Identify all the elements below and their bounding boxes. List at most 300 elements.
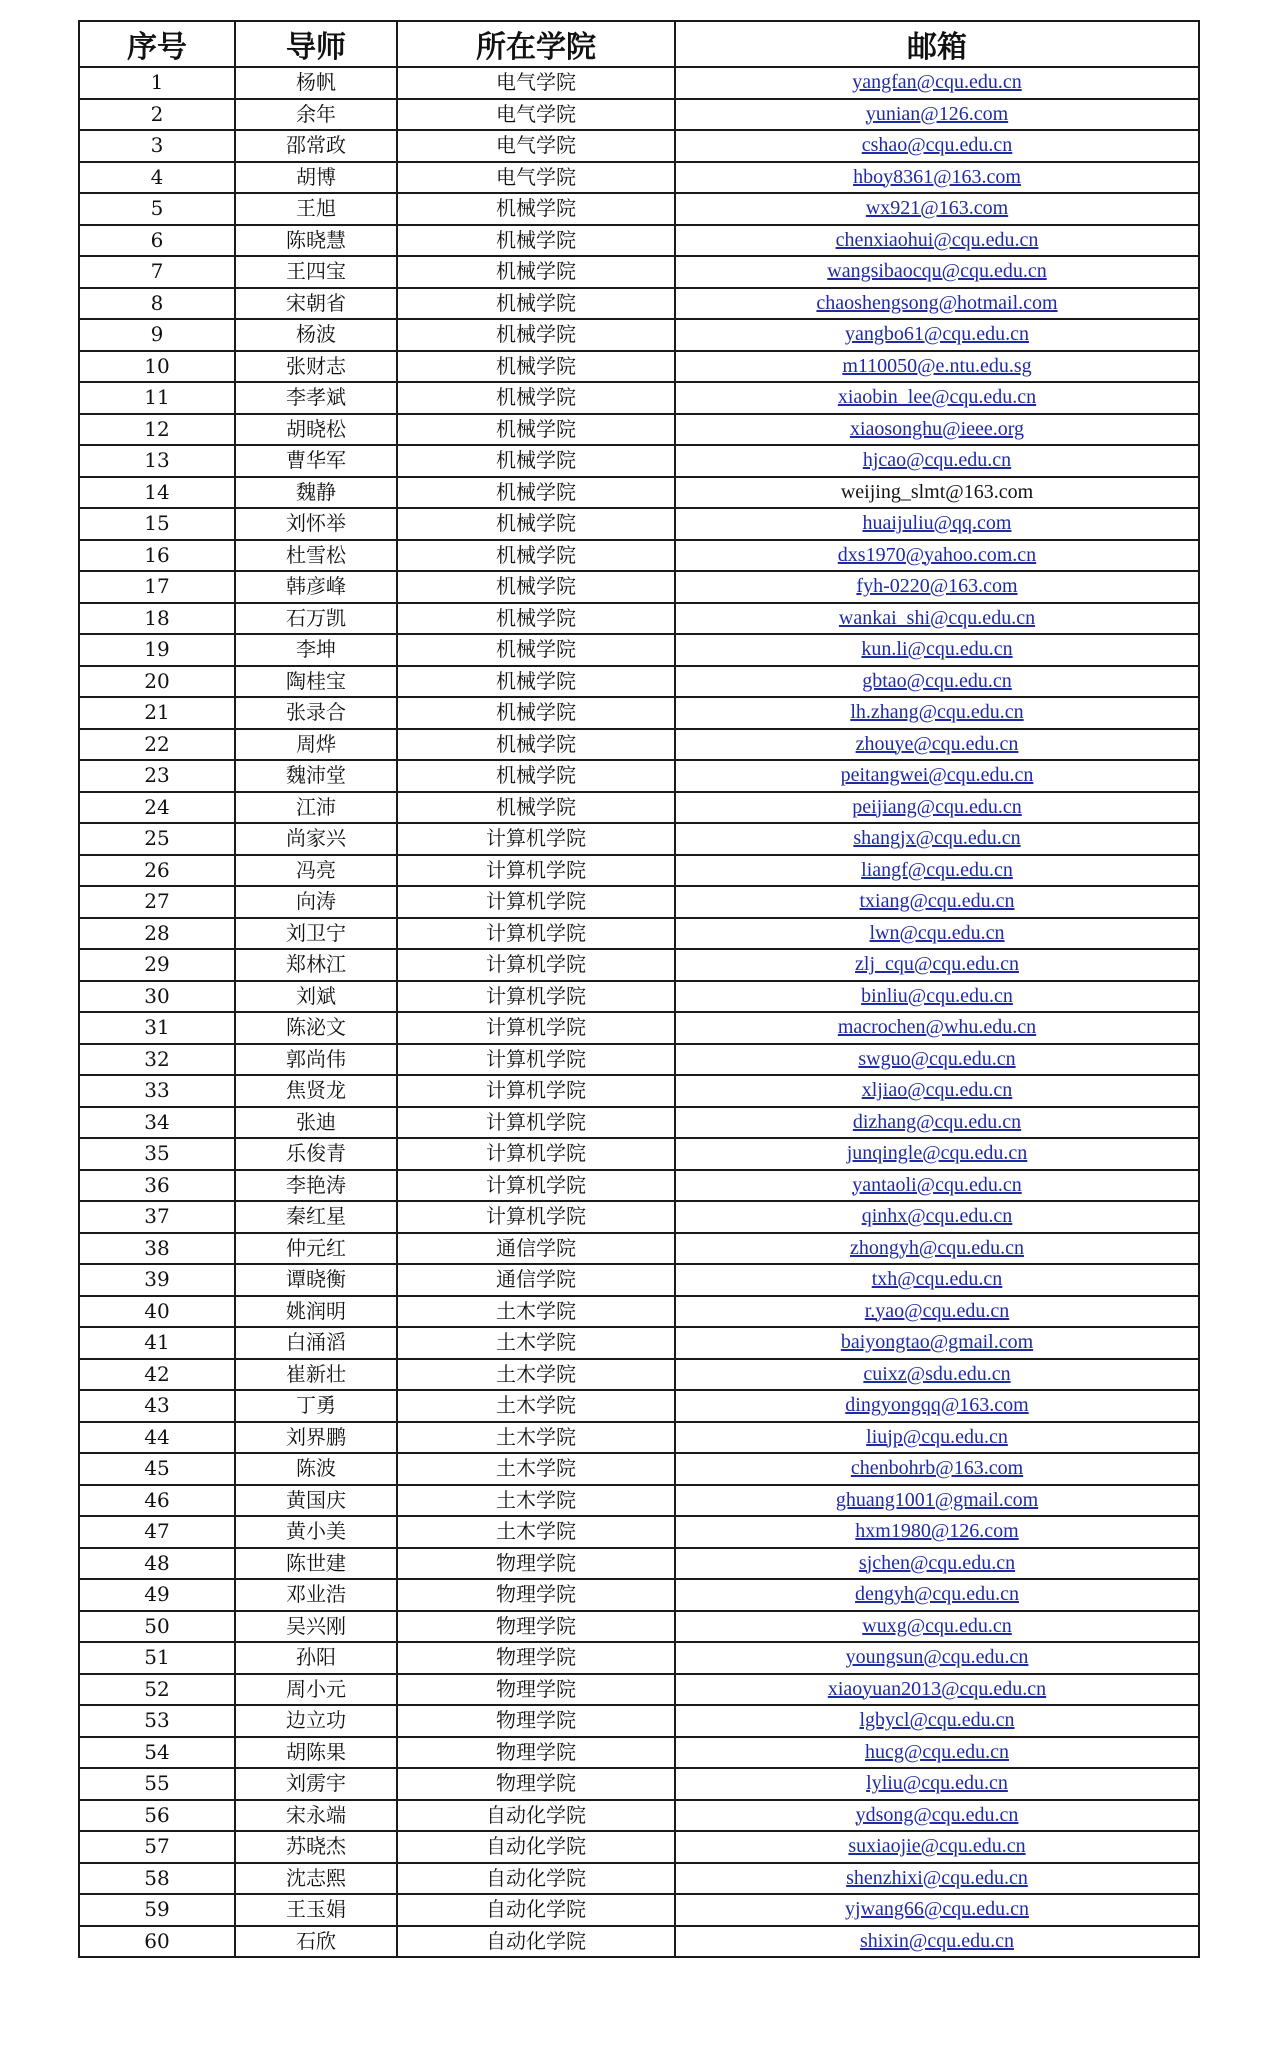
- mentor-name: 陈世建: [235, 1548, 397, 1580]
- mentor-name: 苏晓杰: [235, 1831, 397, 1863]
- row-index: 4: [79, 162, 235, 194]
- email-link[interactable]: wangsibaocqu@cqu.edu.cn: [827, 260, 1047, 282]
- email-link[interactable]: shenzhixi@cqu.edu.cn: [846, 1866, 1028, 1889]
- college-name: 计算机学院: [397, 1107, 675, 1139]
- table-row: [79, 1327, 1199, 1359]
- email-link[interactable]: lh.zhang@cqu.edu.cn: [850, 701, 1024, 723]
- row-index: 13: [79, 445, 235, 477]
- college-name: 计算机学院: [397, 1138, 675, 1170]
- table-row: [79, 1831, 1199, 1863]
- mentor-name: 张录合: [235, 697, 397, 729]
- header-row: [79, 21, 1199, 67]
- email-cell: [675, 1705, 1199, 1737]
- college-name: 电气学院: [397, 67, 675, 99]
- email-link[interactable]: dengyh@cqu.edu.cn: [855, 1583, 1019, 1605]
- mentor-name: 周烨: [235, 729, 397, 761]
- email-cell: [675, 193, 1199, 225]
- email-link[interactable]: yantaoli@cqu.edu.cn: [852, 1173, 1022, 1196]
- college-name: 机械学院: [397, 256, 675, 288]
- table-row: [79, 1359, 1199, 1391]
- email-link[interactable]: liangf@cqu.edu.cn: [861, 858, 1013, 881]
- college-name: 计算机学院: [397, 823, 675, 855]
- row-index: 59: [79, 1894, 235, 1926]
- row-index: 1: [79, 67, 235, 99]
- email-cell: [675, 1107, 1199, 1139]
- mentor-name: 尚家兴: [235, 823, 397, 855]
- mentor-name: 刘雳宇: [235, 1768, 397, 1800]
- email-link[interactable]: xljiao@cqu.edu.cn: [861, 1079, 1013, 1101]
- email-link[interactable]: cshao@cqu.edu.cn: [861, 134, 1013, 156]
- email-cell: [675, 1516, 1199, 1548]
- email-link[interactable]: zhongyh@cqu.edu.cn: [850, 1236, 1024, 1259]
- table-row: [79, 571, 1199, 603]
- header-email: 邮箱: [675, 21, 1199, 67]
- table-row: [79, 1201, 1199, 1233]
- email-link[interactable]: wankai_shi@cqu.edu.cn: [838, 606, 1036, 629]
- college-name: 电气学院: [397, 99, 675, 131]
- email-link[interactable]: ydsong@cqu.edu.cn: [855, 1803, 1019, 1826]
- email-cell: [675, 1674, 1199, 1706]
- row-index: 53: [79, 1705, 235, 1737]
- email-link[interactable]: ghuang1001@gmail.com: [835, 1488, 1039, 1511]
- email-link[interactable]: lgbycl@cqu.edu.cn: [859, 1709, 1015, 1731]
- email-link[interactable]: hjcao@cqu.edu.cn: [862, 449, 1012, 471]
- email-link[interactable]: shixin@cqu.edu.cn: [860, 1929, 1014, 1952]
- email-cell: [675, 1138, 1199, 1170]
- table-row: [79, 729, 1199, 761]
- row-index: 17: [79, 571, 235, 603]
- row-index: 60: [79, 1926, 235, 1958]
- email-cell: [675, 949, 1199, 981]
- table-row: [79, 1516, 1199, 1548]
- email-cell: [675, 1170, 1199, 1202]
- email-link[interactable]: chenbohrb@163.com: [850, 1457, 1024, 1479]
- table-header: [79, 21, 1199, 67]
- mentor-name: 沈志熙: [235, 1863, 397, 1895]
- row-index: 45: [79, 1453, 235, 1485]
- row-index: 6: [79, 225, 235, 257]
- row-index: 37: [79, 1201, 235, 1233]
- email-link[interactable]: qinhx@cqu.edu.cn: [861, 1205, 1013, 1227]
- mentor-name: 丁勇: [235, 1390, 397, 1422]
- email-cell: [675, 225, 1199, 257]
- email-cell: [675, 1044, 1199, 1076]
- email-cell: [675, 1422, 1199, 1454]
- row-index: 55: [79, 1768, 235, 1800]
- mentor-name: 杨波: [235, 319, 397, 351]
- college-name: 机械学院: [397, 760, 675, 792]
- row-index: 49: [79, 1579, 235, 1611]
- table-row: [79, 1233, 1199, 1265]
- table-row: [79, 1894, 1199, 1926]
- email-link[interactable]: macrochen@whu.edu.cn: [837, 1016, 1037, 1038]
- college-name: 土木学院: [397, 1390, 675, 1422]
- mentor-name: 吴兴刚: [235, 1611, 397, 1643]
- email-cell: [675, 351, 1199, 383]
- row-index: 15: [79, 508, 235, 540]
- college-name: 土木学院: [397, 1485, 675, 1517]
- email-cell: [675, 1296, 1199, 1328]
- mentor-name: 崔新壮: [235, 1359, 397, 1391]
- row-index: 32: [79, 1044, 235, 1076]
- email-link[interactable]: xiaosonghu@ieee.org: [849, 417, 1025, 440]
- email-cell: [675, 1359, 1199, 1391]
- table-row: [79, 225, 1199, 257]
- college-name: 土木学院: [397, 1422, 675, 1454]
- email-cell: [675, 1390, 1199, 1422]
- college-name: 机械学院: [397, 225, 675, 257]
- mentor-name: 宋永端: [235, 1800, 397, 1832]
- email-link[interactable]: peitangwei@cqu.edu.cn: [840, 764, 1034, 786]
- email-cell: [675, 792, 1199, 824]
- table-row: [79, 823, 1199, 855]
- email-link[interactable]: wx921@163.com: [865, 197, 1009, 219]
- college-name: 机械学院: [397, 697, 675, 729]
- table-row: [79, 760, 1199, 792]
- mentor-name: 曹华军: [235, 445, 397, 477]
- email-link[interactable]: chaoshengsong@hotmail.com: [816, 291, 1058, 314]
- college-name: 自动化学院: [397, 1800, 675, 1832]
- row-index: 21: [79, 697, 235, 729]
- email-link[interactable]: junqingle@cqu.edu.cn: [846, 1142, 1028, 1164]
- college-name: 物理学院: [397, 1642, 675, 1674]
- college-name: 物理学院: [397, 1768, 675, 1800]
- email-cell: [675, 1737, 1199, 1769]
- table-row: [79, 981, 1199, 1013]
- college-name: 电气学院: [397, 162, 675, 194]
- mentor-name: 黄小美: [235, 1516, 397, 1548]
- email-link[interactable]: peijiang@cqu.edu.cn: [852, 795, 1022, 818]
- row-index: 27: [79, 886, 235, 918]
- mentor-name: 郑林江: [235, 949, 397, 981]
- table-row: [79, 508, 1199, 540]
- email-cell: [675, 697, 1199, 729]
- college-name: 土木学院: [397, 1453, 675, 1485]
- table-row: [79, 1548, 1199, 1580]
- email-cell: [675, 1233, 1199, 1265]
- email-link[interactable]: m110050@e.ntu.edu.sg: [842, 354, 1032, 377]
- college-name: 自动化学院: [397, 1831, 675, 1863]
- email-link[interactable]: zlj_cqu@cqu.edu.cn: [855, 953, 1019, 975]
- email-link[interactable]: r.yao@cqu.edu.cn: [864, 1299, 1010, 1322]
- college-name: 自动化学院: [397, 1894, 675, 1926]
- email-cell: [675, 382, 1199, 414]
- row-index: 12: [79, 414, 235, 446]
- mentor-name: 刘卫宁: [235, 918, 397, 950]
- email-cell: [675, 1642, 1199, 1674]
- email-cell: [675, 1863, 1199, 1895]
- table-row: [79, 1170, 1199, 1202]
- mentor-name: 邵常政: [235, 130, 397, 162]
- row-index: 2: [79, 99, 235, 131]
- email-cell: [675, 1611, 1199, 1643]
- email-cell: [675, 855, 1199, 887]
- row-index: 14: [79, 477, 235, 509]
- college-name: 机械学院: [397, 288, 675, 320]
- table-row: [79, 634, 1199, 666]
- row-index: 19: [79, 634, 235, 666]
- email-link[interactable]: cuixz@sdu.edu.cn: [863, 1362, 1011, 1385]
- row-index: 56: [79, 1800, 235, 1832]
- email-cell: [675, 67, 1199, 99]
- email-link[interactable]: zhouye@cqu.edu.cn: [855, 732, 1019, 755]
- mentor-name: 焦贤龙: [235, 1075, 397, 1107]
- mentor-name: 冯亮: [235, 855, 397, 887]
- email-link[interactable]: lyliu@cqu.edu.cn: [866, 1772, 1008, 1794]
- email-cell: [675, 1075, 1199, 1107]
- table-row: [79, 477, 1199, 509]
- table-row: [79, 351, 1199, 383]
- header-index: 序号: [79, 21, 235, 67]
- email-link[interactable]: wuxg@cqu.edu.cn: [862, 1614, 1012, 1637]
- row-index: 58: [79, 1863, 235, 1895]
- email-link[interactable]: suxiaojie@cqu.edu.cn: [848, 1835, 1026, 1857]
- email-cell: [675, 981, 1199, 1013]
- college-name: 机械学院: [397, 477, 675, 509]
- email-link[interactable]: huaijuliu@qq.com: [862, 512, 1012, 534]
- row-index: 7: [79, 256, 235, 288]
- email-link[interactable]: baiyongtao@gmail.com: [840, 1331, 1034, 1353]
- college-name: 土木学院: [397, 1327, 675, 1359]
- row-index: 25: [79, 823, 235, 855]
- row-index: 11: [79, 382, 235, 414]
- email-link[interactable]: youngsun@cqu.edu.cn: [845, 1646, 1029, 1668]
- email-cell: [675, 886, 1199, 918]
- mentor-name: 江沛: [235, 792, 397, 824]
- email-link[interactable]: hxm1980@126.com: [855, 1520, 1019, 1542]
- college-name: 计算机学院: [397, 1170, 675, 1202]
- mentor-name: 李艳涛: [235, 1170, 397, 1202]
- email-link[interactable]: yangbo61@cqu.edu.cn: [845, 323, 1029, 345]
- mentor-name: 王四宝: [235, 256, 397, 288]
- college-name: 计算机学院: [397, 1075, 675, 1107]
- row-index: 57: [79, 1831, 235, 1863]
- table-row: [79, 1674, 1199, 1706]
- table-row: [79, 1926, 1199, 1958]
- mentor-table: [78, 20, 1200, 1958]
- mentor-name: 黄国庆: [235, 1485, 397, 1517]
- mentor-name: 刘斌: [235, 981, 397, 1013]
- email-cell: [675, 1264, 1199, 1296]
- college-name: 计算机学院: [397, 1044, 675, 1076]
- college-name: 机械学院: [397, 319, 675, 351]
- row-index: 46: [79, 1485, 235, 1517]
- email-link[interactable]: sjchen@cqu.edu.cn: [858, 1551, 1016, 1574]
- table-row: [79, 99, 1199, 131]
- college-name: 机械学院: [397, 193, 675, 225]
- row-index: 26: [79, 855, 235, 887]
- college-name: 机械学院: [397, 382, 675, 414]
- email-link[interactable]: hucg@cqu.edu.cn: [865, 1740, 1009, 1763]
- email-link[interactable]: yjwang66@cqu.edu.cn: [845, 1898, 1029, 1920]
- college-name: 机械学院: [397, 571, 675, 603]
- college-name: 机械学院: [397, 666, 675, 698]
- email-link[interactable]: chenxiaohui@cqu.edu.cn: [835, 228, 1039, 251]
- email-link[interactable]: hboy8361@163.com: [853, 165, 1021, 188]
- mentor-name: 胡博: [235, 162, 397, 194]
- mentor-name: 魏沛堂: [235, 760, 397, 792]
- row-index: 30: [79, 981, 235, 1013]
- table-row: [79, 1012, 1199, 1044]
- email-cell: [675, 130, 1199, 162]
- mentor-name: 边立功: [235, 1705, 397, 1737]
- email-cell: [675, 1894, 1199, 1926]
- college-name: 物理学院: [397, 1705, 675, 1737]
- table-row: [79, 288, 1199, 320]
- table-row: [79, 1296, 1199, 1328]
- mentor-name: 乐俊青: [235, 1138, 397, 1170]
- row-index: 35: [79, 1138, 235, 1170]
- table-row: [79, 162, 1199, 194]
- table-row: [79, 1044, 1199, 1076]
- email-cell: [675, 288, 1199, 320]
- mentor-name: 杜雪松: [235, 540, 397, 572]
- row-index: 9: [79, 319, 235, 351]
- table-row: [79, 1075, 1199, 1107]
- college-name: 通信学院: [397, 1264, 675, 1296]
- row-index: 16: [79, 540, 235, 572]
- table-row: [79, 792, 1199, 824]
- table-row: [79, 855, 1199, 887]
- college-name: 电气学院: [397, 130, 675, 162]
- college-name: 机械学院: [397, 351, 675, 383]
- email-link[interactable]: dizhang@cqu.edu.cn: [852, 1110, 1022, 1133]
- mentor-name: 秦红星: [235, 1201, 397, 1233]
- email-link[interactable]: lwn@cqu.edu.cn: [869, 921, 1005, 944]
- email-cell: [675, 1485, 1199, 1517]
- table-row: [79, 414, 1199, 446]
- email-cell: [675, 1579, 1199, 1611]
- email-cell: [675, 508, 1199, 540]
- email-cell: [675, 1768, 1199, 1800]
- table-row: [79, 1264, 1199, 1296]
- mentor-name: 石万凯: [235, 603, 397, 635]
- email-link[interactable]: swguo@cqu.edu.cn: [858, 1047, 1016, 1070]
- college-name: 计算机学院: [397, 1201, 675, 1233]
- email-cell: [675, 99, 1199, 131]
- table-row: [79, 1138, 1199, 1170]
- mentor-name: 白涌滔: [235, 1327, 397, 1359]
- email-cell: [675, 634, 1199, 666]
- header-college: 所在学院: [397, 21, 675, 67]
- row-index: 36: [79, 1170, 235, 1202]
- table-row: [79, 697, 1199, 729]
- row-index: 18: [79, 603, 235, 635]
- college-name: 物理学院: [397, 1611, 675, 1643]
- email-link[interactable]: xiaobin_lee@cqu.edu.cn: [837, 386, 1037, 408]
- table-row: [79, 130, 1199, 162]
- email-link[interactable]: binliu@cqu.edu.cn: [861, 984, 1013, 1007]
- college-name: 土木学院: [397, 1296, 675, 1328]
- row-index: 43: [79, 1390, 235, 1422]
- header-mentor: 导师: [235, 21, 397, 67]
- mentor-name: 韩彦峰: [235, 571, 397, 603]
- table-row: [79, 193, 1199, 225]
- email-cell: [675, 1926, 1199, 1958]
- table-row: [79, 666, 1199, 698]
- mentor-name: 胡晓松: [235, 414, 397, 446]
- table-row: [79, 603, 1199, 635]
- row-index: 44: [79, 1422, 235, 1454]
- college-name: 计算机学院: [397, 949, 675, 981]
- mentor-name: 王玉娟: [235, 1894, 397, 1926]
- mentor-name: 胡陈果: [235, 1737, 397, 1769]
- table-row: [79, 1422, 1199, 1454]
- college-name: 土木学院: [397, 1516, 675, 1548]
- table-row: [79, 949, 1199, 981]
- email-link[interactable]: txiang@cqu.edu.cn: [859, 890, 1015, 912]
- mentor-name: 周小元: [235, 1674, 397, 1706]
- email-cell: [675, 319, 1199, 351]
- mentor-name: 余年: [235, 99, 397, 131]
- row-index: 50: [79, 1611, 235, 1643]
- college-name: 计算机学院: [397, 855, 675, 887]
- college-name: 土木学院: [397, 1359, 675, 1391]
- email-link[interactable]: dingyongqq@163.com: [845, 1394, 1029, 1416]
- mentor-name: 谭晓衡: [235, 1264, 397, 1296]
- email-cell: [675, 162, 1199, 194]
- table-row: [79, 1737, 1199, 1769]
- email-link[interactable]: yunian@126.com: [865, 102, 1009, 125]
- email-cell: [675, 666, 1199, 698]
- email-link[interactable]: liujp@cqu.edu.cn: [866, 1425, 1008, 1448]
- table-row: [79, 256, 1199, 288]
- email-cell: [675, 1201, 1199, 1233]
- email-link[interactable]: xiaoyuan2013@cqu.edu.cn: [827, 1677, 1047, 1700]
- row-index: 29: [79, 949, 235, 981]
- table-row: [79, 1642, 1199, 1674]
- college-name: 机械学院: [397, 508, 675, 540]
- email-link[interactable]: shangjx@cqu.edu.cn: [853, 827, 1021, 849]
- row-index: 31: [79, 1012, 235, 1044]
- table-row: [79, 1863, 1199, 1895]
- table-row: [79, 1390, 1199, 1422]
- row-index: 39: [79, 1264, 235, 1296]
- email-link[interactable]: gbtao@cqu.edu.cn: [862, 669, 1012, 692]
- college-name: 物理学院: [397, 1737, 675, 1769]
- college-name: 计算机学院: [397, 918, 675, 950]
- mentor-name: 李孝斌: [235, 382, 397, 414]
- table-row: [79, 1705, 1199, 1737]
- table-row: [79, 445, 1199, 477]
- college-name: 机械学院: [397, 414, 675, 446]
- table-body: [79, 67, 1199, 1957]
- email-link[interactable]: fyh-0220@163.com: [856, 575, 1018, 597]
- table-row: [79, 1453, 1199, 1485]
- college-name: 机械学院: [397, 634, 675, 666]
- mentor-name: 邓业浩: [235, 1579, 397, 1611]
- email-link[interactable]: yangfan@cqu.edu.cn: [852, 71, 1022, 93]
- email-link[interactable]: kun.li@cqu.edu.cn: [861, 638, 1013, 660]
- row-index: 3: [79, 130, 235, 162]
- row-index: 5: [79, 193, 235, 225]
- college-name: 机械学院: [397, 445, 675, 477]
- email-cell: [675, 760, 1199, 792]
- row-index: 51: [79, 1642, 235, 1674]
- college-name: 计算机学院: [397, 981, 675, 1013]
- row-index: 23: [79, 760, 235, 792]
- row-index: 28: [79, 918, 235, 950]
- mentor-name: 郭尚伟: [235, 1044, 397, 1076]
- email-link[interactable]: txh@cqu.edu.cn: [871, 1268, 1003, 1290]
- college-name: 自动化学院: [397, 1863, 675, 1895]
- email-link[interactable]: dxs1970@yahoo.com.cn: [837, 543, 1037, 566]
- row-index: 54: [79, 1737, 235, 1769]
- mentor-name: 魏静: [235, 477, 397, 509]
- college-name: 自动化学院: [397, 1926, 675, 1958]
- mentor-name: 刘怀举: [235, 508, 397, 540]
- email-cell: [675, 1327, 1199, 1359]
